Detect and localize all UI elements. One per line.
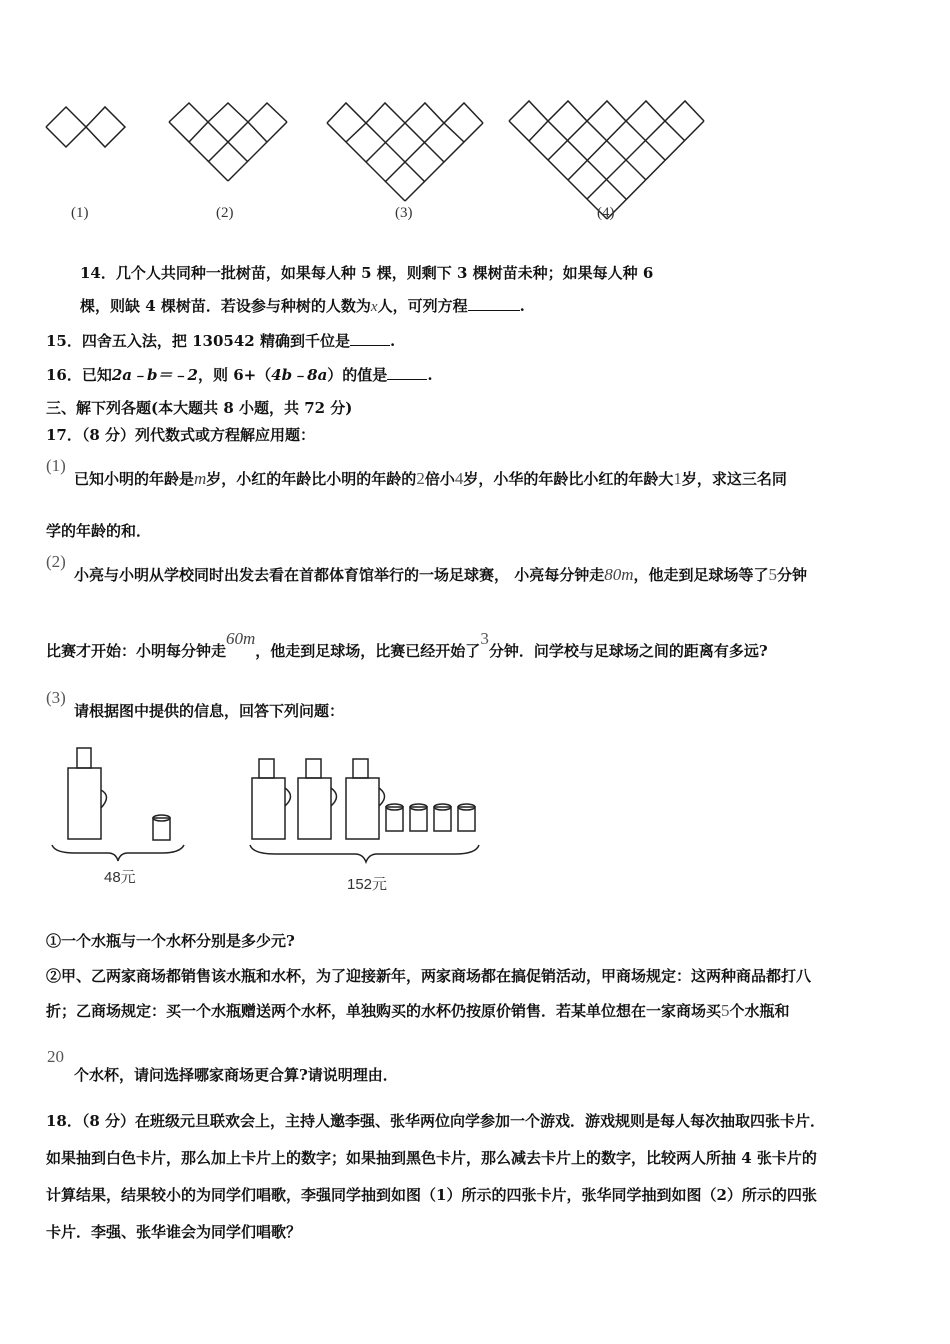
q17-p3-num5: 5 [721, 1001, 730, 1020]
pattern-label-1: (1) [71, 205, 89, 221]
q16-mid: ，则 6+（ [197, 366, 272, 384]
q17-p1-num2: 2 [416, 469, 425, 488]
q14-answer-blank[interactable] [468, 309, 520, 311]
q17-p2-num5: 5 [768, 565, 778, 584]
pattern-label-2: (2) [216, 205, 234, 221]
q16-line [46, 364, 433, 385]
q17-p1-text5: 岁，求这三名同 [681, 470, 787, 488]
pattern-label-3: (3) [395, 205, 413, 221]
q15-text: 15．四舍五入法，把 130542 精确到千位是 [46, 332, 350, 350]
q17-p2-l2-text3: 分钟．问学校与足球场之间的距离有多远? [488, 642, 768, 660]
q17-p3-q2-line1: ②甲、乙两家商场都销售该水瓶和水杯，为了迎接新年，两家商场都在搞促销活动，甲商场规定：这两种商品都打八 [46, 967, 812, 985]
q15-answer-blank[interactable] [350, 344, 390, 346]
section3-title: 三、解下列各题(本大题共 8 小题，共 72 分) [46, 399, 353, 417]
q17-p2-speed2: 60m [226, 629, 256, 648]
pattern-2 [169, 103, 287, 181]
q14-line1: 14．几个人共同种一批树苗，如果每人种 5 棵，则剩下 3 棵树苗未种；如果每人种 6 [80, 264, 654, 282]
bottle-icon [252, 759, 291, 839]
q18-line3: 计算结果，结果较小的为同学们唱歌，李强同学抽到如图（1）所示的四张卡片，张华同学抽到如图（2）所示的四张 [46, 1186, 817, 1204]
q17-p1-text4: 岁，小华的年龄比小红的年龄大 [463, 470, 674, 488]
brace-48 [52, 845, 184, 861]
q17-p2-text3: 分钟 [777, 566, 808, 584]
fig-label-48: 48元 [104, 869, 136, 886]
q16-answer-blank[interactable] [387, 378, 427, 380]
q16-prefix: 16．已知 [46, 366, 112, 384]
brace-152 [250, 845, 479, 862]
q18-line1: 18．（8 分）在班级元旦联欢会上，主持人邀李强、张华两位向学参加一个游戏．游戏规则是每人每次抽取四张卡片． [46, 1112, 826, 1130]
q17-p1-text1: 已知小明的年龄是 [74, 470, 195, 488]
q17-p2-line2 [46, 629, 768, 661]
q18-line2: 如果抽到白色卡片，那么加上卡片上的数字；如果抽到黑色卡片，那么减去卡片上的数字，比较两人所抽 4 张卡片的 [46, 1149, 817, 1167]
cup-icon [434, 804, 451, 831]
q14-line2 [80, 295, 525, 316]
q17-p3-q1: ①一个水瓶与一个水杯分别是多少元? [46, 932, 295, 950]
cup-icon [153, 815, 170, 840]
q17-p1-var-m: m [194, 469, 207, 488]
q17-p1-line1 [74, 468, 787, 489]
fig-label-152: 152元 [347, 876, 388, 893]
q18-line4: 卡片．李强、张华谁会为同学们唱歌？ [46, 1223, 302, 1241]
q17-p1-num1: 1 [673, 469, 682, 488]
q17-p1-line2: 学的年龄的和． [46, 522, 152, 540]
q17-p2-l2-text1: 比赛才开始：小明每分钟走 [46, 642, 227, 660]
q17-header: 17．（8 分）列代数式或方程解应用题： [46, 426, 316, 444]
cup-icon [386, 804, 403, 831]
q14-line2-end: . [519, 297, 525, 315]
q16-suffix: ）的值是 [327, 366, 388, 384]
bottle-icon [346, 759, 385, 839]
q15-line [46, 330, 395, 351]
q14-var-x: x [370, 299, 378, 315]
q16-end: . [427, 366, 433, 384]
cup-icon [458, 804, 475, 831]
q15-end: . [389, 332, 396, 350]
q17-p1-text2: 岁，小红的年龄比小明的年龄的 [206, 470, 417, 488]
q17-p2-num3: 3 [480, 629, 489, 648]
pattern-label-4: (4) [597, 205, 615, 221]
q17-p1-number: (1) [46, 456, 66, 475]
pattern-3 [327, 103, 483, 201]
q16-expr1: 2a﹣b＝﹣2 [111, 366, 198, 384]
q17-p3-q2-line2-text-b: 个水瓶和 [729, 1002, 790, 1020]
q17-p1-text3: 倍小 [424, 470, 455, 488]
q17-p3-text: 请根据图中提供的信息，回答下列问题： [74, 702, 345, 720]
q17-p2-line1 [74, 564, 807, 585]
q17-p2-number: (2) [46, 552, 66, 571]
q17-p1-num4: 4 [454, 469, 464, 488]
q17-p2-text2: ，他走到足球场等了 [633, 566, 769, 584]
q14-line2-text-a: 棵，则缺 4 棵树苗．若设参与种树的人数为 [80, 297, 371, 315]
pattern-1 [46, 107, 125, 147]
q17-p3-q2-line3: 个水杯，请问选择哪家商场更合算?请说明理由． [74, 1066, 398, 1084]
q17-p3-number: (3) [46, 688, 66, 707]
bottle-icon [298, 759, 337, 839]
q17-p2-text1: 小亮与小明从学校同时出发去看在首都体育馆举行的一场足球赛， 小亮每分钟走 [74, 566, 605, 584]
q17-p2-l2-text2: ，他走到足球场，比赛已经开始了 [255, 642, 481, 660]
bottle-icon [68, 748, 107, 839]
q14-line2-text-b: 人，可列方程 [377, 297, 468, 315]
cup-icon [410, 804, 427, 831]
q16-expr2: 4b﹣8a [271, 366, 328, 384]
q17-p3-num20: 20 [47, 1047, 64, 1066]
q17-p3-q2-line2-text-a: 折；乙商场规定：买一个水瓶赠送两个水杯，单独购买的水杯仍按原价销售．若某单位想在一家商场买 [46, 1002, 722, 1020]
q17-p3-q2-line2 [46, 1000, 790, 1021]
q17-p2-speed1: 80m [604, 565, 634, 584]
diamond-pattern-figure [0, 0, 950, 240]
pattern-4 [509, 101, 704, 219]
